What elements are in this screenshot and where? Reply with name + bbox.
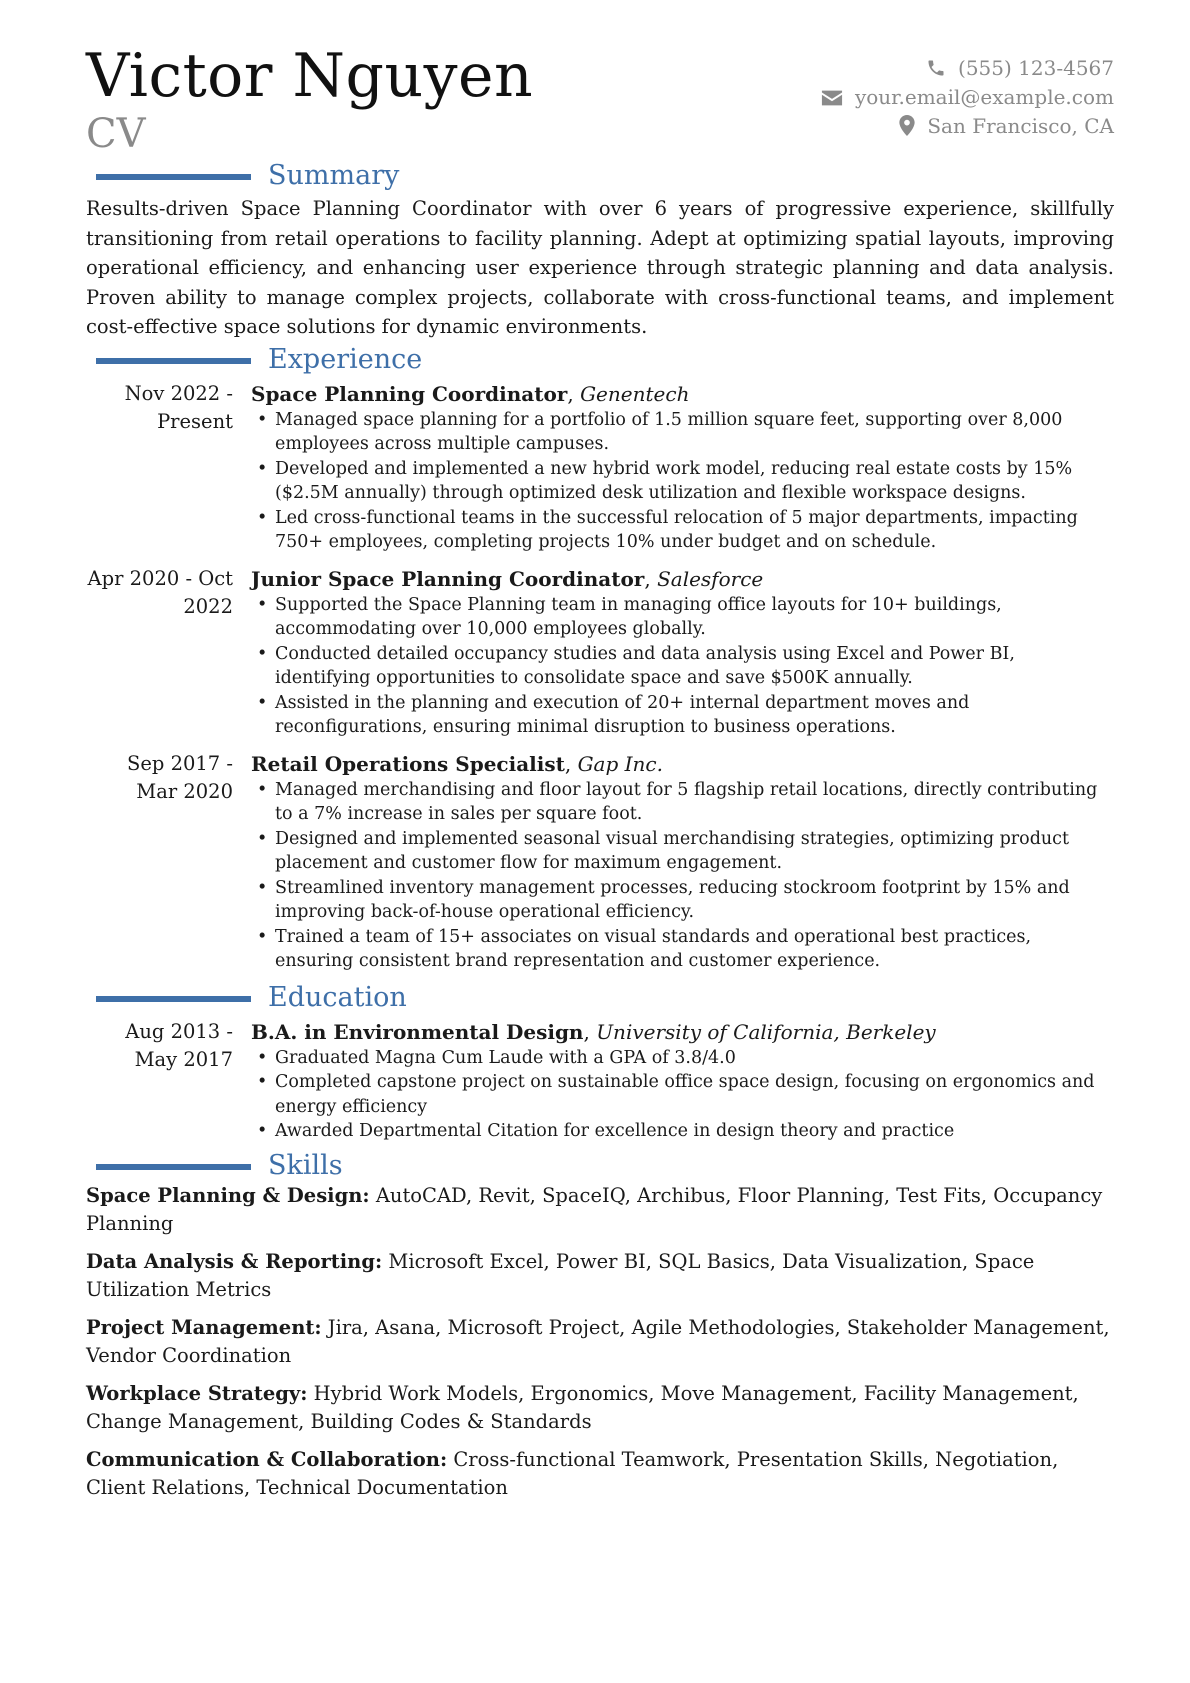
skill-items: Jira, Asana, Microsoft Project, Agile Methodologies, Stakeholder Management, Vendor Coordination [86, 1315, 1110, 1367]
experience-entry [86, 380, 1114, 555]
education-section-heading [86, 982, 1114, 1014]
header [86, 40, 1114, 158]
skill-group [86, 1182, 1114, 1238]
bullet-list [251, 408, 1114, 555]
job-role: Space Planning Coordinator [251, 381, 568, 406]
summary-text: Results-driven Space Planning Coordinator with over 6 years of progressive experience, skillfully transitioning from retail operations to facility planning. Adept at optimizing spatial layouts, improving operational efficiency, and enhancing user experience through strategic planning and data analysis. Proven ability to manage complex projects, collaborate with cross-functional teams, and implement cost-effective space solutions for dynamic environments. [86, 197, 1114, 338]
bullet-item: • Conducted detailed occupancy studies and data analysis using Excel and Power BI, identifying opportunities to consolidate space and save $500K annually. [251, 642, 1114, 691]
school-name: University of California, Berkeley [596, 1019, 936, 1044]
summary-section-heading [86, 160, 1114, 192]
skill-items: Hybrid Work Models, Ergonomics, Move Management, Facility Management, Change Management, Building Codes & Standards [86, 1381, 1079, 1433]
job-role: Junior Space Planning Coordinator [251, 566, 645, 591]
section-title: Experience [268, 343, 423, 375]
skill-label: Workplace Strategy: [86, 1381, 308, 1405]
entry-date: Sep 2017 - Mar 2020 [127, 751, 233, 803]
skill-items: Microsoft Excel, Power BI, SQL Basics, Data Visualization, Space Utilization Metrics [86, 1249, 1035, 1301]
bullet-item: • Developed and implemented a new hybrid work model, reducing real estate costs by 15% ($2.5M annually) through optimized desk utilization and flexible workspace designs. [251, 457, 1114, 506]
company-name: Gap Inc. [577, 751, 663, 776]
bullet-list [251, 778, 1114, 974]
bullet-item: • Graduated Magna Cum Laude with a GPA of 3.8/4.0 [251, 1046, 1114, 1071]
skill-label: Space Planning & Design: [86, 1183, 370, 1207]
envelope-icon [821, 89, 843, 107]
document-type: CV [86, 111, 146, 157]
skill-group [86, 1380, 1114, 1436]
skill-group [86, 1248, 1114, 1304]
entry-title: B.A. in Environmental Design, University of California, Berkeley [251, 1019, 936, 1044]
experience-section-heading [86, 344, 1114, 376]
skill-label: Data Analysis & Reporting: [86, 1249, 383, 1273]
degree-name: B.A. in Environmental Design [251, 1019, 584, 1044]
phone-text: (555) 123-4567 [958, 56, 1114, 80]
section-title: Skills [268, 1149, 343, 1181]
skill-group [86, 1446, 1114, 1502]
experience-entry [86, 565, 1114, 740]
bullet-item: • Completed capstone project on sustainable office space design, focusing on ergonomics and energy efficiency [251, 1070, 1114, 1119]
skill-items: AutoCAD, Revit, SpaceIQ, Archibus, Floor Planning, Test Fits, Occupancy Planning [86, 1183, 1103, 1235]
section-divider-bar [96, 174, 251, 180]
entry-date: Nov 2022 - Present [124, 381, 233, 433]
bullet-list [251, 1046, 1114, 1144]
entry-body [251, 380, 1114, 555]
bullet-item: • Managed space planning for a portfolio of 1.5 million square feet, supporting over 8,000 employees across multiple campuses. [251, 408, 1114, 457]
entry-title: Space Planning Coordinator, Genentech [251, 381, 690, 406]
skill-label: Project Management: [86, 1315, 322, 1339]
skill-items: Cross-functional Teamwork, Presentation Skills, Negotiation, Client Relations, Technical Documentation [86, 1447, 1059, 1499]
entry-title: Junior Space Planning Coordinator, Salesforce [251, 566, 764, 591]
email-text: your.email@example.com [854, 85, 1114, 109]
contact-phone[interactable] [821, 54, 1114, 83]
section-divider-bar [96, 1164, 251, 1170]
skills-list [86, 1182, 1114, 1502]
bullet-item: • Awarded Departmental Citation for excellence in design theory and practice [251, 1119, 1114, 1144]
entry-body [251, 750, 1114, 974]
company-name: Genentech [580, 381, 690, 406]
bullet-item: • Assisted in the planning and execution of 20+ internal department moves and reconfigurations, ensuring minimal disruption to business operations. [251, 691, 1114, 740]
experience-entry [86, 750, 1114, 974]
section-divider-bar [96, 996, 251, 1002]
skill-group [86, 1314, 1114, 1370]
phone-icon [926, 58, 946, 78]
entry-title: Retail Operations Specialist, Gap Inc. [251, 751, 663, 776]
bullet-list [251, 593, 1114, 740]
skills-section-heading [86, 1150, 1114, 1182]
bullet-item: • Managed merchandising and floor layout for 5 flagship retail locations, directly contributing to a 7% increase in sales per square foot. [251, 778, 1114, 827]
bullet-item: • Supported the Space Planning team in managing office layouts for 10+ buildings, accommodating over 10,000 employees globally. [251, 593, 1114, 642]
bullet-item: • Led cross-functional teams in the successful relocation of 5 major departments, impacting 750+ employees, completing projects 10% under budget and on schedule. [251, 506, 1114, 555]
job-role: Retail Operations Specialist [251, 751, 565, 776]
location-text: San Francisco, CA [927, 114, 1114, 138]
bullet-item: • Trained a team of 15+ associates on visual standards and operational best practices, ensuring consistent brand representation and customer experience. [251, 925, 1114, 974]
company-name: Salesforce [657, 566, 764, 591]
section-divider-bar [96, 358, 251, 364]
cv-page [86, 40, 1114, 1512]
contact-email[interactable] [821, 83, 1114, 112]
education-entry [86, 1018, 1114, 1144]
entry-body [251, 565, 1114, 740]
bullet-item: • Designed and implemented seasonal visual merchandising strategies, optimizing product placement and customer flow for maximum engagement. [251, 827, 1114, 876]
section-title: Summary [268, 160, 400, 191]
entry-body [251, 1018, 1114, 1144]
contact-info [821, 54, 1114, 141]
map-marker-icon [899, 115, 915, 136]
entry-date: Aug 2013 - May 2017 [125, 1019, 233, 1071]
skill-label: Communication & Collaboration: [86, 1447, 448, 1471]
entry-date: Apr 2020 - Oct 2022 [87, 566, 233, 618]
section-title: Education [268, 981, 407, 1013]
contact-location [821, 112, 1114, 141]
bullet-item: • Streamlined inventory management processes, reducing stockroom footprint by 15% and improving back-of-house operational efficiency. [251, 876, 1114, 925]
person-name: Victor Nguyen [86, 41, 534, 111]
